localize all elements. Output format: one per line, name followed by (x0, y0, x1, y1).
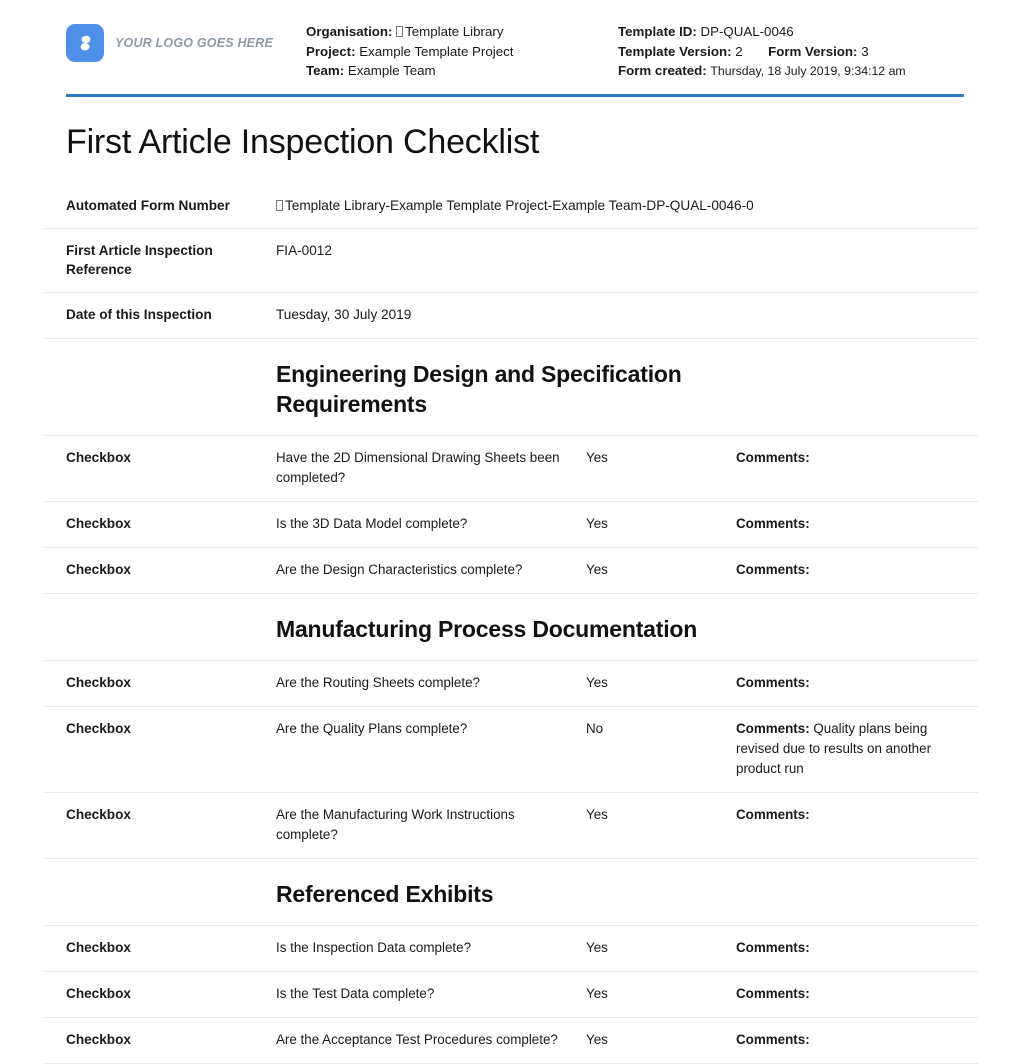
section-header (44, 858, 978, 925)
comments-cell (736, 514, 936, 534)
question-text: Is the Test Data complete? (276, 985, 435, 1001)
form-version-label: Form Version: (768, 43, 858, 59)
comments-label: Comments: (736, 720, 810, 736)
checklist-row (44, 660, 978, 706)
comments-label: Comments: (736, 1031, 810, 1047)
comments-cell (736, 719, 936, 779)
field-value (276, 196, 978, 216)
team-line (306, 61, 618, 81)
logo-text: YOUR LOGO GOES HERE (115, 36, 273, 50)
field-label: First Article Inspection Reference (66, 243, 213, 277)
section-heading: Engineering Design and Specification Requirements (276, 360, 682, 417)
form-created-label: Form created: (618, 63, 707, 78)
template-version-label: Template Version: (618, 43, 732, 59)
section-header (44, 593, 978, 660)
table-row (44, 228, 978, 292)
comments-cell (736, 938, 936, 958)
comments-value: Quality plans being revised due to results on another product run (736, 720, 932, 776)
checklist-row (44, 547, 978, 593)
answer-value: Yes (586, 806, 608, 822)
table-row (44, 292, 978, 338)
header-meta-right (618, 22, 976, 82)
form-version-value: 3 (861, 43, 869, 59)
comments-label: Comments: (736, 806, 810, 822)
comments-cell (736, 673, 936, 693)
question-text: Are the Routing Sheets complete? (276, 674, 480, 690)
question-text: Are the Design Characteristics complete? (276, 561, 523, 577)
form-table (0, 184, 1024, 1064)
checklist-row (44, 501, 978, 547)
missing-glyph-icon (396, 26, 403, 37)
checkbox-label[interactable]: Checkbox (66, 561, 131, 577)
checkbox-label[interactable]: Checkbox (66, 939, 131, 955)
question-text: Is the 3D Data Model complete? (276, 515, 468, 531)
comments-cell (736, 560, 936, 580)
table-row (44, 184, 978, 229)
checklist-row (44, 435, 978, 501)
checkbox-label[interactable]: Checkbox (66, 720, 131, 736)
field-value: FIA-0012 (276, 243, 332, 258)
missing-glyph-icon (276, 200, 283, 211)
field-label: Automated Form Number (66, 197, 230, 213)
template-id-line (618, 22, 976, 42)
checklist-row (44, 792, 978, 858)
comments-label: Comments: (736, 515, 810, 531)
template-id-value: DP-QUAL-0046 (700, 24, 794, 39)
logo-block (66, 22, 306, 62)
checkbox-label[interactable]: Checkbox (66, 515, 131, 531)
checkbox-label[interactable]: Checkbox (66, 449, 131, 465)
checklist-row (44, 706, 978, 792)
checklist-row (44, 1017, 978, 1064)
checkbox-label[interactable]: Checkbox (66, 674, 131, 690)
comments-label: Comments: (736, 449, 810, 465)
checklist-row (44, 971, 978, 1017)
form-created-line (618, 61, 976, 82)
comments-cell (736, 448, 936, 468)
field-value: Tuesday, 30 July 2019 (276, 307, 412, 322)
version-line (618, 42, 976, 62)
question-text: Are the Quality Plans complete? (276, 720, 468, 736)
organisation-value: Template Library (405, 24, 504, 39)
checkbox-label[interactable]: Checkbox (66, 806, 131, 822)
comments-cell (736, 1030, 936, 1050)
document-header (0, 0, 1024, 82)
answer-value: Yes (586, 985, 608, 1001)
checklist-row (44, 925, 978, 971)
header-divider (66, 94, 964, 97)
answer-value: Yes (586, 939, 608, 955)
comments-label: Comments: (736, 674, 810, 690)
comments-label: Comments: (736, 985, 810, 1001)
section-heading: Manufacturing Process Documentation (276, 615, 698, 642)
question-text: Are the Manufacturing Work Instructions complete? (276, 806, 515, 842)
organisation-line (306, 22, 618, 42)
answer-value: No (586, 720, 604, 736)
section-heading: Referenced Exhibits (276, 880, 494, 907)
project-line (306, 42, 618, 62)
template-id-label: Template ID: (618, 24, 697, 39)
section-spacer (44, 879, 276, 909)
question-text: Are the Acceptance Test Procedures complete? (276, 1031, 558, 1047)
form-created-value: Thursday, 18 July 2019, 9:34:12 am (710, 64, 906, 78)
team-label: Team: (306, 63, 345, 78)
answer-value: Yes (586, 1031, 608, 1047)
checkbox-label[interactable]: Checkbox (66, 985, 131, 1001)
header-meta-left (306, 22, 618, 81)
project-value: Example Template Project (359, 43, 514, 59)
checkbox-label[interactable]: Checkbox (66, 1031, 131, 1047)
answer-value: Yes (586, 561, 608, 577)
question-text: Is the Inspection Data complete? (276, 939, 472, 955)
company-logo-icon (66, 24, 104, 62)
comments-label: Comments: (736, 939, 810, 955)
field-label: Date of this Inspection (66, 307, 212, 322)
answer-value: Yes (586, 449, 608, 465)
page-title: First Article Inspection Checklist (66, 122, 540, 161)
comments-label: Comments: (736, 561, 810, 577)
section-spacer (44, 359, 276, 419)
section-spacer (44, 614, 276, 644)
comments-cell (736, 805, 936, 825)
organisation-label: Organisation: (306, 24, 393, 39)
section-header (44, 338, 978, 435)
comments-cell (736, 984, 936, 1004)
question-text: Have the 2D Dimensional Drawing Sheets been completed? (276, 449, 560, 485)
team-value: Example Team (347, 63, 436, 78)
template-version-value: 2 (735, 43, 743, 59)
answer-value: Yes (586, 515, 608, 531)
project-label: Project: (306, 43, 356, 59)
field-value-text: Template Library-Example Template Project-Example Team-DP-QUAL-0046-0 (285, 197, 754, 213)
answer-value: Yes (586, 674, 608, 690)
